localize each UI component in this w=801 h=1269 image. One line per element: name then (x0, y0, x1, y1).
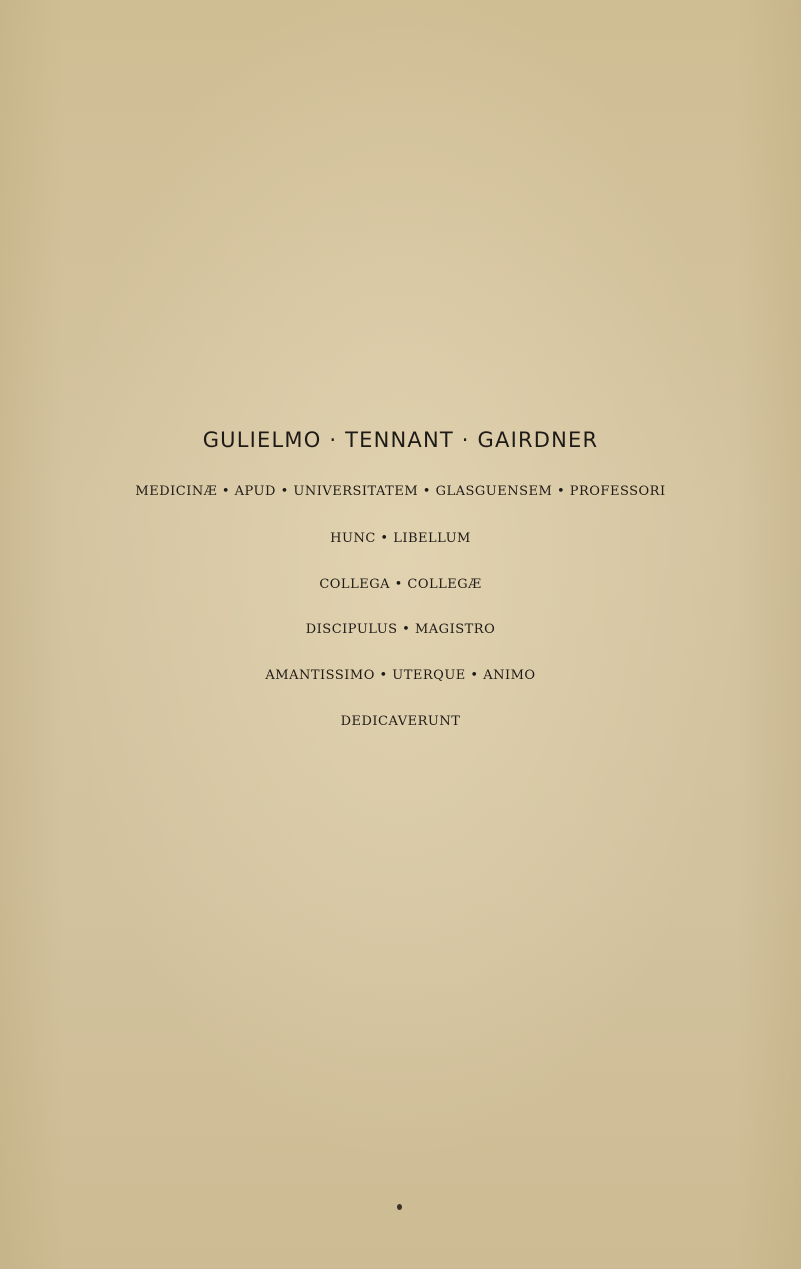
dedication-line-professor: MEDICINÆ • APUD • UNIVERSITATEM • GLASGUENSEM • PROFESSORI (135, 484, 666, 499)
dedication-line-student: DISCIPULUS • MAGISTRO (305, 622, 496, 637)
ink-speck (397, 1204, 402, 1210)
dedication-line-dedicated: DEDICAVERUNT (340, 714, 461, 729)
dedication-line-colleague: COLLEGA • COLLEGÆ (319, 577, 482, 592)
dedication-title: GULIELMO · TENNANT · GAIRDNER (202, 428, 599, 452)
dedication-line-affection: AMANTISSIMO • UTERQUE • ANIMO (265, 668, 536, 683)
dedication-line-book: HUNC • LIBELLUM (330, 531, 471, 546)
